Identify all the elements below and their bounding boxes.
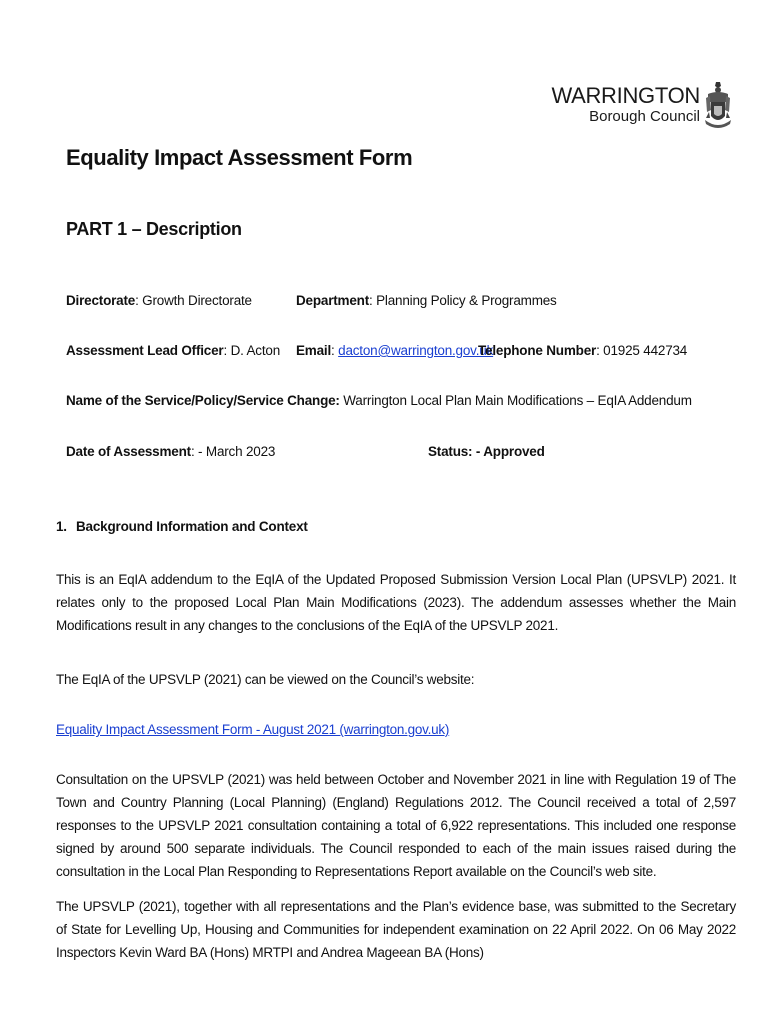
- logo-line1: WARRINGTON: [551, 83, 700, 108]
- email-label: Email: [296, 343, 332, 358]
- email-field: [296, 343, 493, 358]
- lead-officer-value: : D. Acton: [223, 343, 280, 358]
- date-value: : - March 2023: [190, 444, 276, 459]
- directorate-value: : Growth Directorate: [135, 293, 252, 308]
- part-heading: PART 1 – Description: [66, 219, 242, 239]
- paragraph-link: [56, 718, 736, 741]
- status-field: [428, 444, 545, 459]
- department-field: [296, 293, 557, 308]
- service-value: Warrington Local Plan Main Modifications – EqIA Addendum: [339, 393, 692, 408]
- paragraph-1: This is an EqIA addendum to the EqIA of the Updated Proposed Submission Version Local Plan (UPSVLP) 2021. It relates only to the proposed Local Plan Main Modifications (2023). The addendum assesses whether the Main Modifications result in any changes to the conclusions of the EqIA of the UPSVLP 2021.: [56, 572, 736, 633]
- email-separator: :: [331, 343, 339, 358]
- warrington-logo: [551, 78, 734, 138]
- paragraph-2: The EqIA of the UPSVLP (2021) can be viewed on the Council’s website:: [56, 672, 475, 687]
- date-label: Date of Assessment: [66, 444, 191, 459]
- form-title: Equality Impact Assessment Form: [66, 145, 413, 170]
- department-value: : Planning Policy & Programmes: [369, 293, 557, 308]
- service-field: [66, 393, 692, 408]
- directorate-label: Directorate: [66, 293, 136, 308]
- eqia-2021-link[interactable]: Equality Impact Assessment Form - August 2021 (warrington.gov.uk): [56, 722, 450, 737]
- logo-line2: Borough Council: [589, 108, 700, 126]
- email-link[interactable]: dacton@warrington.gov.uk: [338, 343, 494, 358]
- section-title: Background Information and Context: [76, 519, 308, 534]
- telephone-field: [478, 343, 687, 358]
- date-field: [66, 444, 275, 459]
- paragraph-4: The UPSVLP (2021), together with all representations and the Plan’s evidence base, was submitted to the Secretary of State for Levelling Up, Housing and Communities for independent examination on 22 April 2022. On 06 May 2022 Inspectors Kevin Ward BA (Hons) MRTPI and Andrea Mageean BA (Hons): [56, 899, 736, 960]
- telephone-value: : 01925 442734: [596, 343, 688, 358]
- section-heading: [56, 519, 308, 534]
- service-label: Name of the Service/Policy/Service Change:: [66, 393, 340, 408]
- section-number: 1.: [56, 519, 67, 534]
- lead-officer-field: [66, 343, 280, 358]
- lead-officer-label: Assessment Lead Officer: [66, 343, 224, 358]
- status-text: Status: - Approved: [428, 444, 545, 459]
- paragraph-3: Consultation on the UPSVLP (2021) was held between October and November 2021 in line with Regulation 19 of The Town and Country Planning (Local Planning) (England) Regulations 2012. The Council received a total of 2,597 responses to the UPSVLP 2021 consultation containing a total of 6,922 representations. This included one response signed by around 500 separate individuals. The Council responded to each of the main issues raised during the consultation in the Local Plan Responding to Representations Report available on the Council’s web site.: [56, 772, 736, 879]
- coat-of-arms-icon: [702, 80, 734, 134]
- logo-text: [551, 84, 700, 126]
- directorate-field: [66, 293, 252, 308]
- department-label: Department: [296, 293, 370, 308]
- telephone-label: Telephone Number: [478, 343, 597, 358]
